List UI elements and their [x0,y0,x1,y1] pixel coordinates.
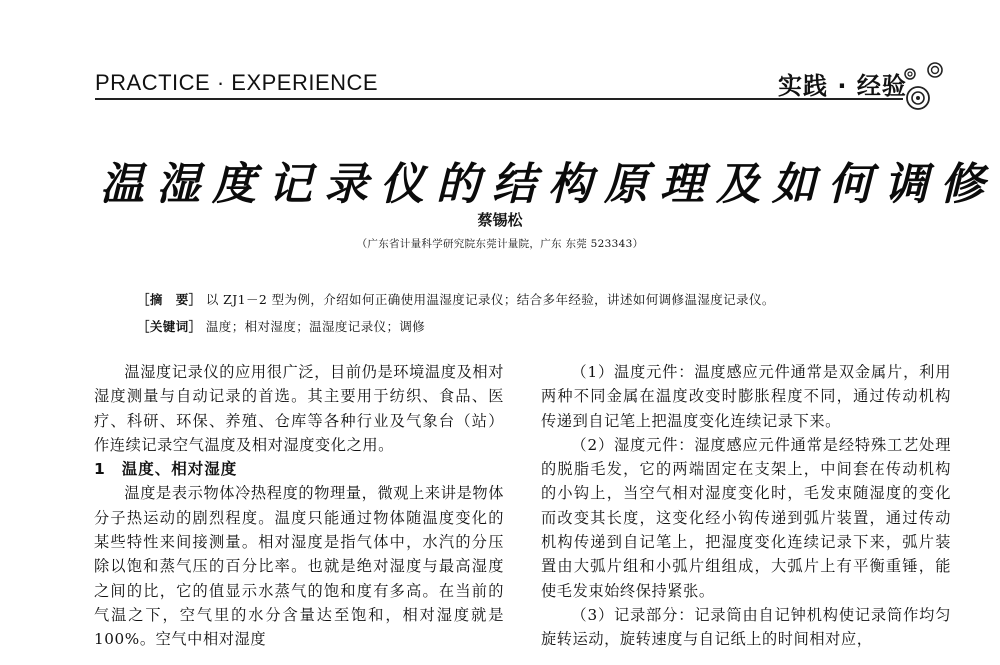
abstract-label: ［摘 要］ [137,292,202,307]
keywords-text: 温度；相对湿度；温湿度记录仪；调修 [205,319,426,334]
humidity-element-paragraph: （2）湿度元件：湿度感应元件通常是经特殊工艺处理的脱脂毛发，它的两端固定在支架上，中间套在传动机构的小钩上，当空气相对湿度变化时，毛发束随湿度的变化而改变其长度，这变化经小钩传递到弧片装置，通过传动机构传递到自记笔上，把湿度变化连续记录下来，弧片装置由大弧片组和小弧片组组成，大弧片上有平衡重锤，能使毛发束始终保持紧张。 [541,435,951,600]
author-affiliation: （广东省计量科学研究院东莞计量院，广东 东莞 523343） [356,238,644,250]
running-header-chinese: 实践 · 经验 [778,72,907,100]
body-column-right [541,360,951,652]
abstract-text: 以 ZJ1－2 型为例，介绍如何正确使用温湿度记录仪；结合多年经验，讲述如何调修温湿度记录仪。 [205,292,775,307]
intro-paragraph: 温湿度记录仪的应用很广泛，目前仍是环境温度及相对湿度测量与自动记录的首选。其主要用于纺织、食品、医疗、科研、环保、养殖、仓库等各种行业及气象台（站）作连续记录空气温度及相对湿度变化之用。 [94,363,504,454]
section-title: 温度、相对湿度 [121,460,238,479]
section-paragraph: 温度是表示物体冷热程度的物理量，微观上来讲是物体分子热运动的剧烈程度。温度只能通过物体随温度变化的某些特性来间接测量。相对湿度是指气体中，水汽的分压除以饱和蒸气压的百分比率。也就是绝对湿度与最高湿度之间的比，它的值显示水蒸气的饱和度有多高。在当前的气温之下，空气里的水分含量达至饱和，相对湿度就是100%。空气中相对湿度 [94,484,504,649]
article-author: 蔡锡松 [477,211,523,229]
running-header-english: PRACTICE · EXPERIENCE [95,70,379,95]
keywords-label: ［关键词］ [137,319,202,334]
section-heading [94,457,504,481]
temperature-element-paragraph: （1）温度元件：温度感应元件通常是双金属片，利用两种不同金属在温度改变时膨胀程度不同，通过传动机构传递到自记笔上把温度变化连续记录下来。 [541,363,951,430]
keywords [137,317,897,335]
body-column-left [94,360,504,652]
article-title: 温湿度记录仪的结构原理及如何调修 [100,159,996,210]
recording-part-paragraph: （3）记录部分：记录筒由自记钟机构使记录筒作均匀旋转运动，旋转速度与自记纸上的时间相对应， [541,605,951,649]
header-rule [95,98,903,100]
concentric-circles-icon [896,56,956,112]
abstract [137,290,897,308]
section-number: 1 [94,460,106,479]
